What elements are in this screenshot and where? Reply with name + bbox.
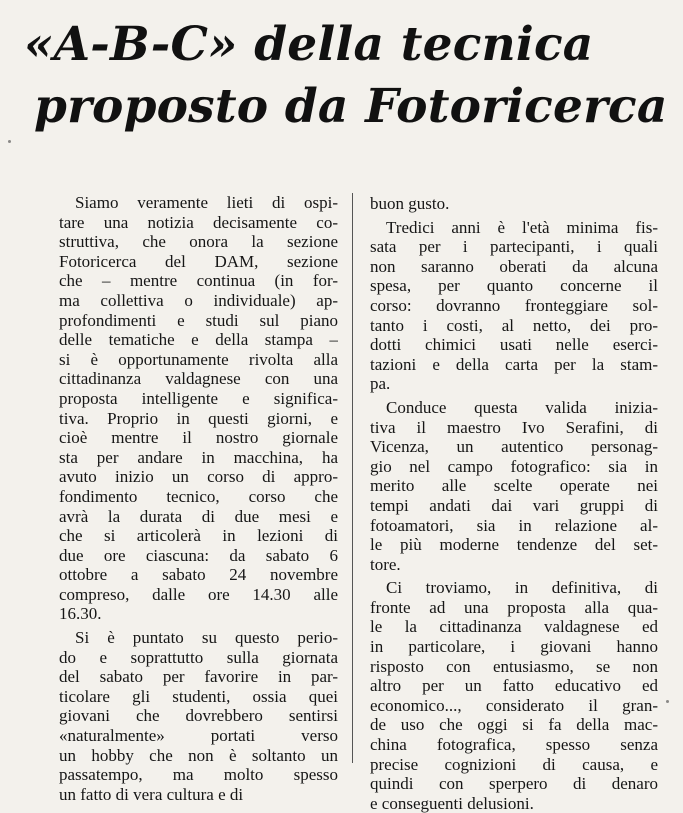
text-line: Fotoricerca del DAM, sezione — [59, 251, 338, 271]
text-line: che si articolerà in lezioni di — [59, 526, 338, 546]
text-line: giovani che dovrebbero sentirsi — [59, 706, 338, 726]
text-line: de uso che oggi si fa della mac- — [370, 715, 658, 735]
article-column-left — [59, 193, 338, 804]
text-line: tempi andati dai vari gruppi di — [370, 495, 658, 515]
text-line: avuto inizio un corso di appro- — [59, 467, 338, 487]
text-line: passatempo, ma molto spesso — [59, 765, 338, 785]
text-line: le più moderne tendenze del set- — [370, 535, 658, 555]
text-line: fotoamatori, sia in relazione al- — [370, 515, 658, 535]
article-headline — [24, 14, 668, 138]
text-line: fondimento tecnico, corso che — [59, 486, 338, 506]
text-line: altro per un fatto educativo ed — [370, 676, 658, 696]
text-line: struttiva, che onora la sezione — [59, 232, 338, 252]
text-line: risposto con entusiasmo, se non — [370, 656, 658, 676]
text-line: in particolare, i giovani hanno — [370, 637, 658, 657]
text-line: tore. — [370, 554, 401, 574]
text-line: Ci troviamo, in definitiva, di — [386, 578, 658, 598]
text-line: fronte ad una proposta alla qua- — [370, 597, 658, 617]
text-line: buon gusto. — [370, 194, 450, 213]
text-line: le la cittadinanza valdagnese ed — [370, 617, 658, 637]
text-line: precise cognizioni di causa, e — [370, 754, 658, 774]
ink-speck — [666, 700, 669, 703]
text-line: Tredici anni è l'età minima fis- — [386, 217, 658, 237]
text-line: e conseguenti delusioni. — [370, 793, 534, 813]
text-line: ticolare gli studenti, ossia quei — [59, 686, 338, 706]
text-line: tanto i costi, al netto, dei pro- — [370, 315, 658, 335]
text-line: tazioni e della carta per la stam- — [370, 354, 658, 374]
text-line: avrà la durata di due mesi e — [59, 506, 338, 526]
text-line: cittadinanza valdagnese con una — [59, 369, 338, 389]
text-line: sta per andare in macchina, ha — [59, 447, 338, 467]
text-line: del sabato per favorire in par- — [59, 667, 338, 687]
text-line: profondimenti e studi sul piano — [59, 310, 338, 330]
text-line: gio nel campo fotografico: sia in — [370, 456, 658, 476]
text-line: compreso, dalle ore 14.30 alle — [59, 584, 338, 604]
text-line: non saranno oberati da alcuna — [370, 256, 658, 276]
text-line: spesa, per quanto concerne il — [370, 276, 658, 296]
text-line: un hobby che non è soltanto un — [59, 745, 338, 765]
text-line: Vicenza, un autentico personag- — [370, 437, 658, 457]
text-line: ma collettiva o individuale) ap- — [59, 290, 338, 310]
text-line: Siamo veramente lieti di ospi- — [75, 193, 338, 212]
text-line: cioè mentre il nostro giornale — [59, 428, 338, 448]
text-line: do e soprattutto sulla giornata — [59, 647, 338, 667]
text-line: pa. — [370, 374, 391, 394]
text-line: un fatto di vera cultura e di — [59, 784, 244, 804]
text-line: due ore ciascuna: da sabato 6 — [59, 545, 338, 565]
text-line: tare una notizia decisamente co- — [59, 212, 338, 232]
text-line: tiva il maestro Ivo Serafini, di — [370, 417, 658, 437]
text-line: che – mentre continua (in for- — [59, 271, 338, 291]
text-line: quindi con sperpero di denaro — [370, 774, 658, 794]
headline-line-1: «A-B-C» della tecnica — [24, 17, 594, 72]
text-line: dotti chimici usati nelle eserci- — [370, 335, 658, 355]
text-line: 16.30. — [59, 604, 102, 624]
text-line: si è opportunamente rivolta alla — [59, 349, 338, 369]
article-column-right — [370, 194, 658, 813]
text-line: ottobre a sabato 24 novembre — [59, 565, 338, 585]
text-line: china fotografica, spesso senza — [370, 735, 658, 755]
text-line: merito alle scelte operate nei — [370, 476, 658, 496]
text-line: Si è puntato su questo perio- — [75, 628, 338, 648]
column-divider — [352, 193, 353, 763]
text-line: sata per i partecipanti, i quali — [370, 237, 658, 257]
text-line: proposta intelligente e significa- — [59, 388, 338, 408]
ink-speck — [8, 140, 11, 143]
text-line: tiva. Proprio in questi giorni, e — [59, 408, 338, 428]
text-line: economico..., considerato il gran- — [370, 695, 658, 715]
text-line: delle tematiche e della stampa – — [59, 330, 338, 350]
text-line: Conduce questa valida inizia- — [386, 397, 658, 417]
headline-line-2: proposto da Fotoricerca — [34, 79, 668, 134]
text-line: corso: dovranno fronteggiare sol- — [370, 295, 658, 315]
text-line: «naturalmente» portati verso — [59, 726, 338, 746]
